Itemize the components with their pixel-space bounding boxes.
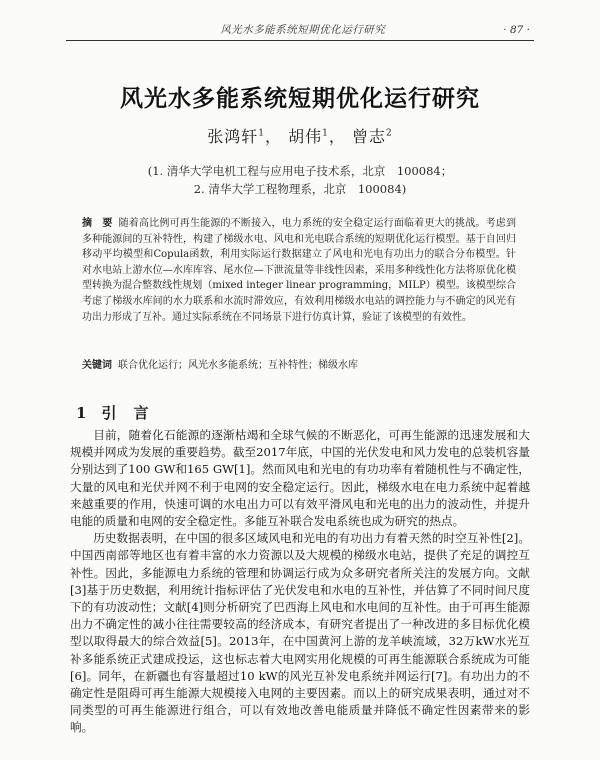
paper-title: 风光水多能系统短期优化运行研究 bbox=[120, 85, 480, 112]
abstract bbox=[82, 216, 516, 325]
body-paragraph: 目前，随着化石能源的逐渐枯竭和全球气候的不断恶化，可再生能源的迅速发展和大规模并网成为发展的重要趋势。截至2017年底，中国的光伏发电和风力发电的总装机容量分别达到了100 GW和165 GW[1]。然而风电和光电的有功功率有着随机性与不确定性，大量的风电和光伏并网不利于电网的安全稳定运行。因此，梯级水电在电力系统中起着越来越重要的作用，快速可调的水电出力可以有效平滑风电和光电的出力的波动性，并提升电能的质量和电网的安全稳定性。多能互补联合发电系统也成为研究的热点。 bbox=[70, 428, 530, 529]
header-rule bbox=[66, 40, 534, 41]
section-title: 引 言 bbox=[101, 404, 150, 422]
body-paragraph: 历史数据表明，在中国的很多区域风电和光电的有功出力有着天然的时空互补性[2]。中国西南部等地区也有着丰富的水力资源以及大规模的梯级水电站，提供了充足的调控互补性。因此，多能源电力系统的管理和协调运行成为众多研究者所关注的发展方向。文献[3]基于历史数据，利用统计指标评估了光伏发电和水电的互补性，并估算了不同时间尺度下的有功波动性；文献[4]则分析研究了巴西海上风电和水电间的互补性。由于可再生能源出力不确定性的减小往往需要较高的经济成本，有研究者提出了一种改进的多目标优化模型以取得最大的综合效益[5]。2013年，在中国黄河上游的龙羊峡流域，32万kW水光互补多能系统正式建成投运，这也标志着大电网实用化规模的可再生能源联合系统成为可能[6]。同年，在新疆也有容量超过10 kW的风光互补发电系统并网运行[7]。有功出力的不确定性是阻碍可再生能源大规模接入电网的主要因素。而以上的研究成果表明，通过对不同类型的可再生能源进行组合，可以有效地改善电能质量并降低不确定性因素带来的影响。 bbox=[70, 531, 530, 735]
abstract-label: 摘 要 bbox=[82, 218, 113, 229]
author-list: 张鸿轩$^1$， 胡伟$^1$， 曾志$^2$ bbox=[207, 127, 393, 146]
author-affil-mark: 1 bbox=[322, 128, 329, 139]
keywords bbox=[82, 358, 516, 373]
page-number: · 87 · bbox=[503, 24, 530, 36]
author-affil-mark: 1 bbox=[258, 128, 266, 139]
author-name: 胡伟 bbox=[288, 127, 323, 146]
running-title: 风光水多能系统短期优化运行研究 bbox=[220, 24, 386, 36]
abstract-text: 随着高比例可再生能源的不断接入，电力系统的安全稳定运行面临着更大的挑战。考虑到多种能源间的互补特性，构建了梯级水电、风电和光电联合系统的短期优化运行模型。基于自回归移动平均模型和Copula函数，利用实际运行数据建立了风电和光电有功出力的联合分布模型。针对水电站上游水位—水库库容、尾水位—下泄流量等非线性因素，采用多种线性化方法将原优化模型转换为混合整数线性规划（mixed integer linear programming，MILP）模型。该模型综合考虑了梯级水库间的水力联系和水流时滞效应，有效利用梯级水电站的调控能力与不确定的风光有功出力形成了互补。通过实际系统在不同场景下进行仿真计算，验证了该模型的有效性。 bbox=[82, 218, 517, 323]
section-number: 1 bbox=[76, 404, 88, 422]
author-name: 张鸿轩 bbox=[207, 127, 259, 146]
keywords-label: 关键词 bbox=[82, 360, 112, 371]
keywords-text: 联合优化运行；风光水多能系统；互补特性；梯级水库 bbox=[118, 360, 358, 371]
author-name: 曾志 bbox=[351, 127, 386, 146]
section-heading bbox=[76, 402, 149, 423]
affiliation-2: 2. 清华大学工程物理系，北京 100084) bbox=[193, 182, 407, 196]
author-affil-mark: 2 bbox=[385, 128, 393, 139]
affiliation-1: (1. 清华大学电机工程与应用电子技术系，北京 100084； bbox=[147, 164, 453, 178]
running-header bbox=[70, 22, 530, 37]
body-text bbox=[70, 427, 530, 737]
